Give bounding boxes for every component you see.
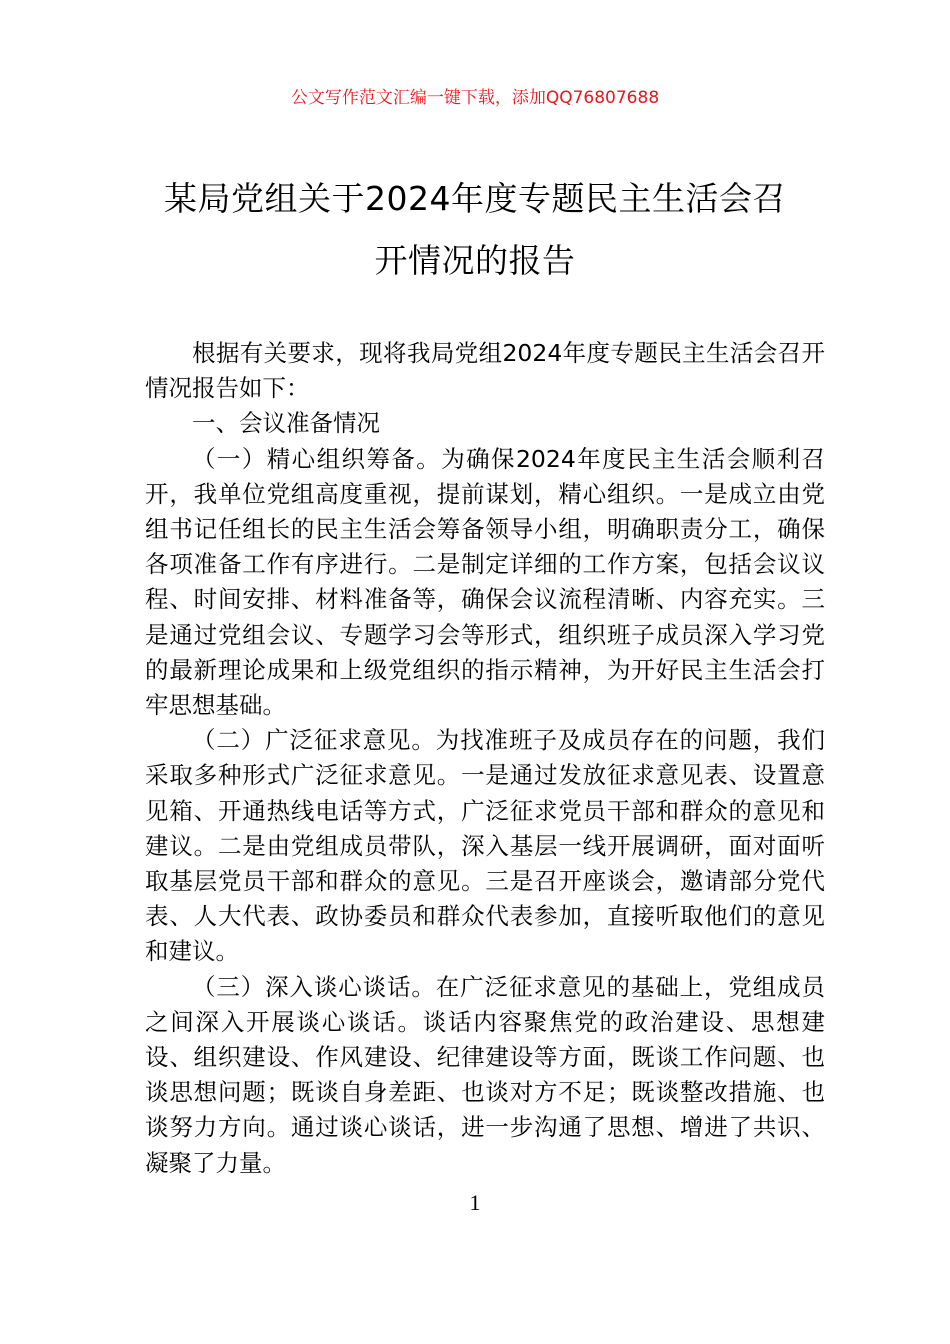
paragraph-talks: （三）深入谈心谈话。在广泛征求意见的基础上，党组成员之间深入开展谈心谈话。谈话内容聚焦党的政治建设、思想建设、组织建设、作风建设、纪律建设等方面，既谈工作问题、也谈思想问题；既谈自身差距、也谈对方不足；既谈整改措施、也谈努力方向。通过谈心谈话，进一步沟通了思想、增进了共识、凝聚了力量。 [145, 972, 825, 1177]
title-line-1: 某局党组关于2024年度专题民主生活会召 [164, 179, 786, 218]
title-line-2: 开情况的报告 [374, 241, 576, 280]
document-title [110, 168, 840, 292]
section-heading: 一、会议准备情况 [192, 409, 380, 438]
promo-header[interactable]: 公文写作范文汇编一键下载，添加QQ76807688 [290, 88, 660, 108]
document-body [145, 336, 825, 1181]
page-number: 1 [469, 1190, 481, 1215]
paragraph-organize: （一）精心组织筹备。为确保2024年度民主生活会顺利召开，我单位党组高度重视，提前谋划，精心组织。一是成立由党组书记任组长的民主生活会筹备领导小组，明确职责分工，确保各项准备工作有序进行。二是制定详细的工作方案，包括会议议程、时间安排、材料准备等，确保会议流程清晰、内容充实。三是通过党组会议、专题学习会等形式，组织班子成员深入学习党的最新理论成果和上级党组织的指示精神，为开好民主生活会打牢思想基础。 [145, 444, 825, 720]
paragraph-opinions: （二）广泛征求意见。为找准班子及成员存在的问题，我们采取多种形式广泛征求意见。一是通过发放征求意见表、设置意见箱、开通热线电话等方式，广泛征求党员干部和群众的意见和建议。二是由党组成员带队，深入基层一线开展调研，面对面听取基层党员干部和群众的意见。三是召开座谈会，邀请部分党代表、人大代表、政协委员和群众代表参加，直接听取他们的意见和建议。 [145, 726, 825, 966]
paragraph-intro: 根据有关要求，现将我局党组2024年度专题民主生活会召开情况报告如下： [145, 339, 825, 403]
